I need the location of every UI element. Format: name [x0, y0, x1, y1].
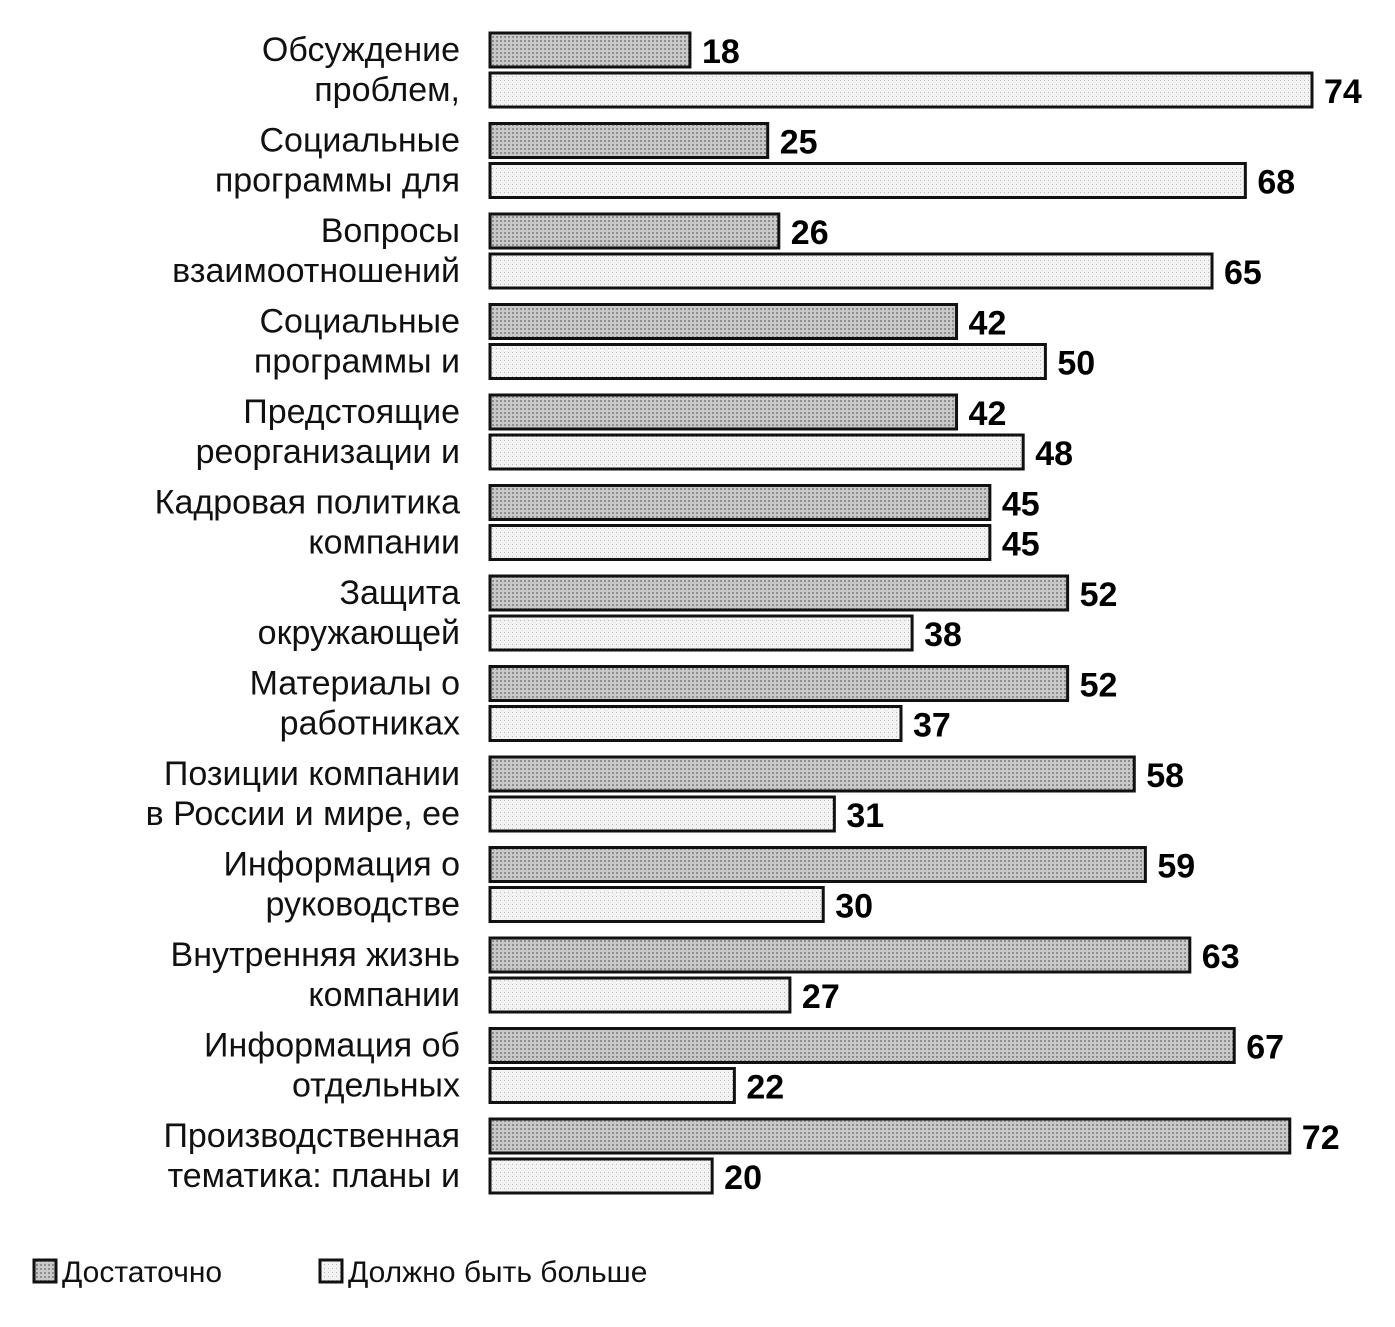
bar-dostatochno	[490, 576, 1068, 610]
category-label-line: программы и	[253, 342, 460, 381]
category-label-line: окружающей	[257, 614, 460, 652]
category-label-line: отдельных	[292, 1066, 460, 1105]
category-label-line: тематика: планы и	[167, 1157, 460, 1195]
category-label	[204, 1027, 460, 1105]
bar-dostatochno	[490, 486, 990, 520]
bar-dostatochno	[490, 667, 1068, 701]
category-label-line: Кадровая политика	[154, 483, 460, 522]
data-label: 31	[846, 797, 885, 835]
category-label	[163, 1117, 460, 1195]
bar-dolzhno-byt-bolshe	[490, 888, 823, 922]
bar-dolzhno-byt-bolshe	[490, 164, 1245, 198]
category-label-line: Информация о	[223, 845, 460, 884]
category-label	[172, 212, 460, 290]
bar-dolzhno-byt-bolshe	[490, 526, 990, 560]
category-label	[250, 665, 460, 743]
category-label-line: проблем,	[314, 71, 460, 109]
data-label: 68	[1257, 163, 1296, 202]
bar-dolzhno-byt-bolshe	[490, 1069, 734, 1103]
category-label-line: Защита	[339, 574, 460, 612]
data-label: 22	[746, 1068, 785, 1107]
bars	[490, 33, 1312, 1193]
category-label	[155, 484, 460, 562]
data-label: 38	[924, 616, 962, 654]
legend	[34, 1256, 647, 1289]
bar-dostatochno	[490, 938, 1190, 972]
bar-dostatochno	[490, 214, 779, 248]
category-label-line: Социальные	[259, 121, 460, 160]
legend-label: Достаточно	[62, 1256, 223, 1289]
data-label: 27	[801, 978, 840, 1016]
data-label: 37	[913, 706, 951, 745]
category-label-line: Материалы о	[249, 664, 460, 703]
category-label	[215, 122, 460, 200]
bar-dolzhno-byt-bolshe	[490, 616, 912, 650]
category-label-line: реорганизации и	[195, 433, 460, 471]
data-label: 63	[1201, 938, 1240, 976]
category-label-line: в России и мире, ее	[145, 795, 460, 833]
bar-dolzhno-byt-bolshe	[490, 345, 1045, 379]
data-label: 20	[724, 1159, 762, 1197]
bar-dostatochno	[490, 757, 1134, 791]
data-label: 25	[779, 123, 818, 162]
category-label	[258, 574, 460, 652]
data-label: 58	[1146, 757, 1185, 795]
category-label-line: Внутренняя жизнь	[170, 936, 460, 974]
category-label-line: компании	[308, 523, 460, 562]
category-label	[254, 303, 460, 381]
data-label: 65	[1224, 254, 1262, 292]
bar-dostatochno	[490, 305, 957, 339]
data-label: 45	[1001, 525, 1040, 564]
bar-dolzhno-byt-bolshe	[490, 435, 1023, 469]
category-label-line: компании	[308, 976, 460, 1014]
bar-dostatochno	[490, 1119, 1290, 1153]
data-label: 18	[701, 33, 740, 71]
data-label: 30	[835, 887, 874, 926]
bar-dostatochno	[490, 1029, 1234, 1063]
bar-dolzhno-byt-bolshe	[490, 797, 834, 831]
category-label-line: Позиции компании	[163, 755, 460, 793]
category-label	[171, 936, 460, 1014]
legend-swatch	[320, 1260, 342, 1282]
category-label-line: Вопросы	[320, 212, 460, 250]
category-label	[146, 755, 460, 833]
category-label-line: Производственная	[163, 1117, 460, 1155]
data-label: 42	[968, 304, 1007, 343]
category-label-line: Социальные	[259, 302, 460, 341]
data-label: 26	[790, 214, 829, 252]
bar-dostatochno	[490, 848, 1145, 882]
data-label: 42	[968, 395, 1007, 433]
bar-dolzhno-byt-bolshe	[490, 1159, 712, 1193]
bar-dolzhno-byt-bolshe	[490, 978, 790, 1012]
category-labels	[146, 31, 460, 1195]
data-label: 48	[1035, 435, 1074, 473]
data-label: 59	[1157, 847, 1196, 886]
bar-dolzhno-byt-bolshe	[490, 254, 1212, 288]
category-label-line: взаимоотношений	[172, 252, 460, 290]
data-label: 50	[1057, 344, 1096, 383]
category-label-line: работниках	[279, 704, 460, 743]
category-label-line: Предстоящие	[243, 393, 460, 431]
data-label: 52	[1079, 666, 1118, 705]
bar-dolzhno-byt-bolshe	[490, 707, 901, 741]
data-label: 67	[1246, 1028, 1285, 1067]
bar-dolzhno-byt-bolshe	[490, 73, 1312, 107]
data-label: 52	[1079, 576, 1118, 614]
data-label: 45	[1001, 485, 1040, 524]
category-label-line: Информация об	[204, 1026, 460, 1065]
bar-dostatochno	[490, 395, 957, 429]
category-label	[262, 31, 460, 109]
data-label: 74	[1324, 73, 1362, 111]
legend-swatch	[34, 1260, 56, 1282]
category-label	[196, 393, 460, 471]
category-label	[223, 846, 460, 924]
category-label-line: руководстве	[265, 885, 460, 924]
bar-dostatochno	[490, 124, 768, 158]
legend-label: Должно быть больше	[348, 1256, 648, 1289]
data-label: 72	[1301, 1119, 1340, 1157]
category-label-line: Обсуждение	[261, 31, 460, 69]
category-label-line: программы для	[214, 161, 460, 200]
bar-dostatochno	[490, 33, 690, 67]
